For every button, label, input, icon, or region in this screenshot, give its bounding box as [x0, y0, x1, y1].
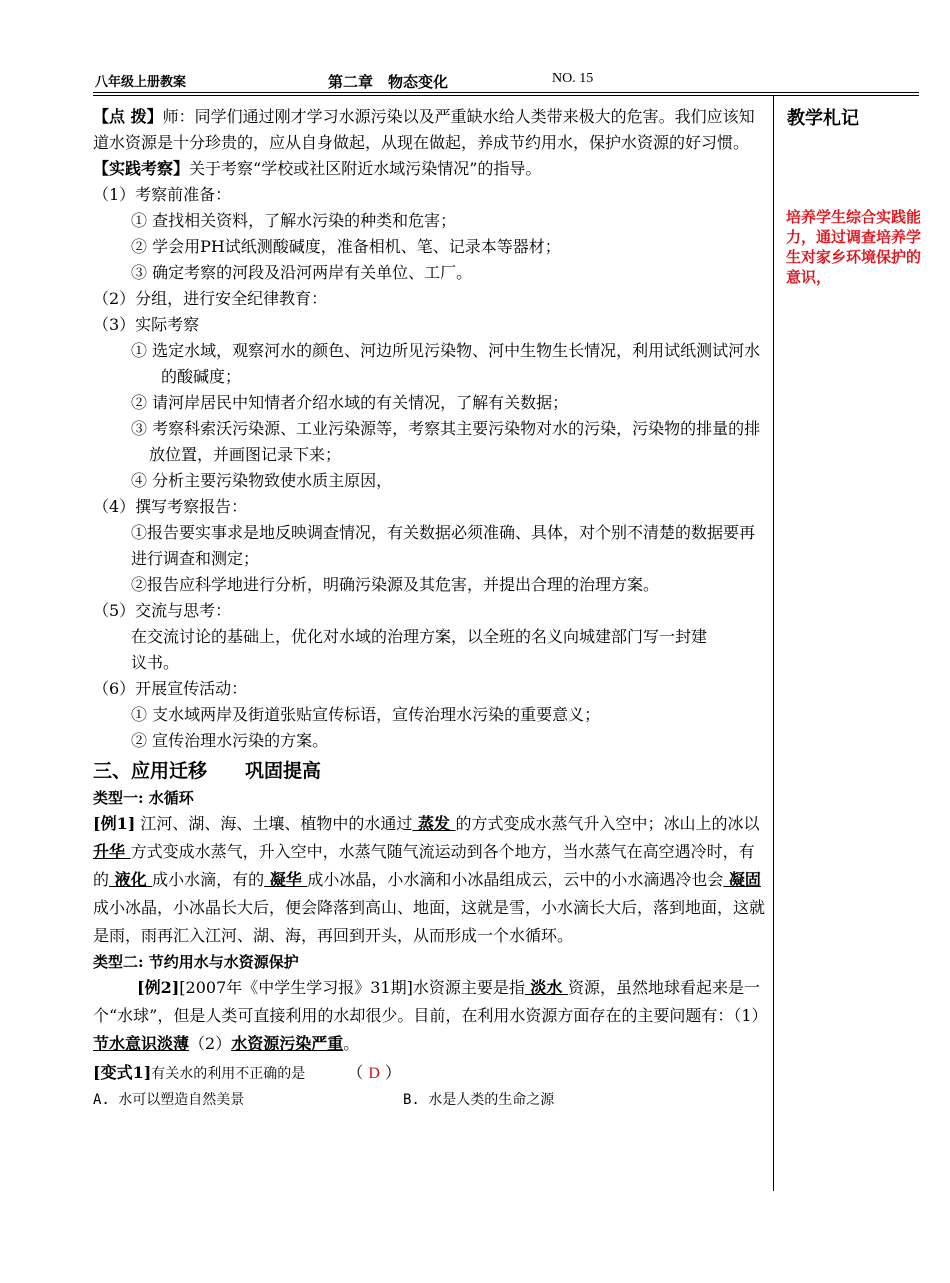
- example-2-text: 。: [343, 1034, 360, 1053]
- step-5-text: 在交流讨论的基础上，优化对水域的治理方案，以全班的名义向城建部门写一封建: [131, 627, 708, 646]
- header-rule: [93, 92, 919, 93]
- header-rule-2: [93, 95, 919, 96]
- step-3-item: ④ 分析主要污染物致使水质主原因，: [131, 471, 393, 490]
- variant-1-label: [变式1]: [93, 1063, 152, 1082]
- type-2-heading: 类型二: 节约用水与水资源保护: [93, 953, 299, 971]
- step-4-item: ②报告应科学地进行分析，明确污染源及其危害，并提出合理的治理方案。: [131, 575, 660, 594]
- header-left: 八年级上册教案: [95, 75, 187, 90]
- shijian-text: 关于考察“学校或社区附近水域污染情况”的指导。: [189, 159, 542, 178]
- paren-left: （: [347, 1063, 369, 1082]
- answer-blank: 液化: [109, 870, 153, 889]
- step-4-item: ①报告要实事求是地反映调查情况，有关数据必须准确、具体，对个别不清楚的数据要再进行调查和测定；: [131, 523, 756, 568]
- answer-blank: 蒸发: [412, 814, 456, 833]
- answer-blank: 凝固: [723, 870, 761, 889]
- side-title: 教学札记: [787, 108, 859, 129]
- example-1-text: 方式变成水蒸气，升入空中，水蒸气随气流运动到各个地方，当水蒸气在高空遇冷时，有的: [93, 842, 755, 889]
- column-divider: [773, 95, 774, 1191]
- step-1-item: ① 查找相关资料，了解水污染的种类和危害；: [131, 211, 457, 230]
- example-1-text: 成小冰晶，小冰晶长大后，便会降落到高山、地面，这就是雪，小水滴长大后，落到地面，这就是雨，雨再汇入江河、湖、海，再回到开头，从而形成一个水循环。: [93, 898, 766, 945]
- example-2-label: [例2]: [137, 978, 180, 997]
- step-5-text-cont: 议书。: [131, 653, 180, 672]
- step-3-item: ③ 考察科索沃污染源、工业污染源等，考察其主要污染物对水的污染，污染物的排量的排放位置，并画图记录下来；: [131, 419, 761, 464]
- header-chapter: 第二章 物态变化: [328, 73, 449, 91]
- header-number: NO. 15: [552, 71, 594, 86]
- variant-1-answer: D: [368, 1065, 380, 1082]
- example-2-text: （2）: [189, 1034, 232, 1053]
- dianbo-label: 【点 拨】: [93, 107, 163, 126]
- example-1-label: [例1]: [93, 814, 136, 833]
- step-3-item: ② 请河岸居民中知情者介绍水域的有关情况，了解有关数据；: [131, 393, 569, 412]
- section-3-heading: 三、应用迁移 巩固提高: [93, 760, 322, 782]
- option-a: A. 水可以塑造自然美景: [93, 1092, 245, 1108]
- options-row: [93, 1087, 767, 1113]
- answer-blank: 凝华: [264, 870, 308, 889]
- dianbo-paragraph: [93, 104, 767, 156]
- example-2: [93, 974, 767, 1058]
- option-b: B. 水是人类的生命之源: [403, 1092, 555, 1108]
- example-2-text: 资源，虽然地球看起来是一个“水球”，但是人类可直接利用的水却很少。目前，在利用水资源方面存在的主要问题有：（1）: [93, 978, 768, 1025]
- example-1-text: 成小水滴，有的: [152, 870, 265, 889]
- step-4-heading: （4）撰写考察报告：: [93, 497, 248, 516]
- example-2-text: [2007年《中学生学习报》31期]水资源主要是指: [179, 978, 525, 997]
- example-1-text: 成小冰晶，小水滴和小冰晶组成云，云中的小水滴遇冷也会: [307, 870, 724, 889]
- step-3-heading: （3）实际考察: [93, 315, 200, 334]
- shijian-paragraph: [93, 156, 767, 182]
- example-1-text: 江河、湖、海、土壤、植物中的水通过: [135, 814, 413, 833]
- step-1-item: ③ 确定考察的河段及沿河两岸有关单位、工厂。: [131, 263, 473, 282]
- type-1-heading: 类型一: 水循环: [93, 789, 194, 807]
- paren-right: ）: [379, 1063, 402, 1082]
- step-3-item: ① 选定水域，观察河水的颜色、河边所见污染物、河中生物生长情况，利用试纸测试河水的酸碱度；: [131, 341, 761, 386]
- answer-blank: 淡水: [524, 978, 569, 997]
- example-1-text: 的方式变成水蒸气升入空中；冰山上的冰以: [455, 814, 760, 833]
- side-note: 培养学生综合实践能力，通过调查培养学生对家乡环境保护的意识，: [786, 208, 922, 286]
- step-6-item: ① 支水域两岸及街道张贴宣传标语，宣传治理水污染的重要意义；: [131, 705, 601, 724]
- dianbo-text: 师：同学们通过刚才学习水源污染以及严重缺水给人类带来极大的危害。我们应该知道水资源是十分珍贵的，应从自身做起，从现在做起，养成节约用水，保护水资源的好习惯。: [93, 107, 755, 152]
- step-6-heading: （6）开展宣传活动：: [93, 679, 248, 698]
- example-1: [93, 810, 767, 950]
- shijian-label: 【实践考察】: [93, 159, 190, 178]
- step-6-item: ② 宣传治理水污染的方案。: [131, 731, 329, 750]
- main-content: [93, 104, 767, 1113]
- step-1-item: ② 学会用PH试纸测酸碱度，准备相机、笔、记录本等器材；: [131, 237, 561, 256]
- step-2-heading: （2）分组，进行安全纪律教育：: [93, 289, 328, 308]
- answer-blank: 升华: [93, 842, 131, 861]
- step-5-heading: （5）交流与思考：: [93, 601, 232, 620]
- answer-blank: 节水意识淡薄: [93, 1034, 190, 1053]
- step-1-heading: （1）考察前准备：: [93, 185, 232, 204]
- variant-1-text: 有关水的利用不正确的是: [151, 1066, 306, 1082]
- variant-1: [93, 1060, 767, 1087]
- answer-blank: 水资源污染严重: [231, 1034, 344, 1053]
